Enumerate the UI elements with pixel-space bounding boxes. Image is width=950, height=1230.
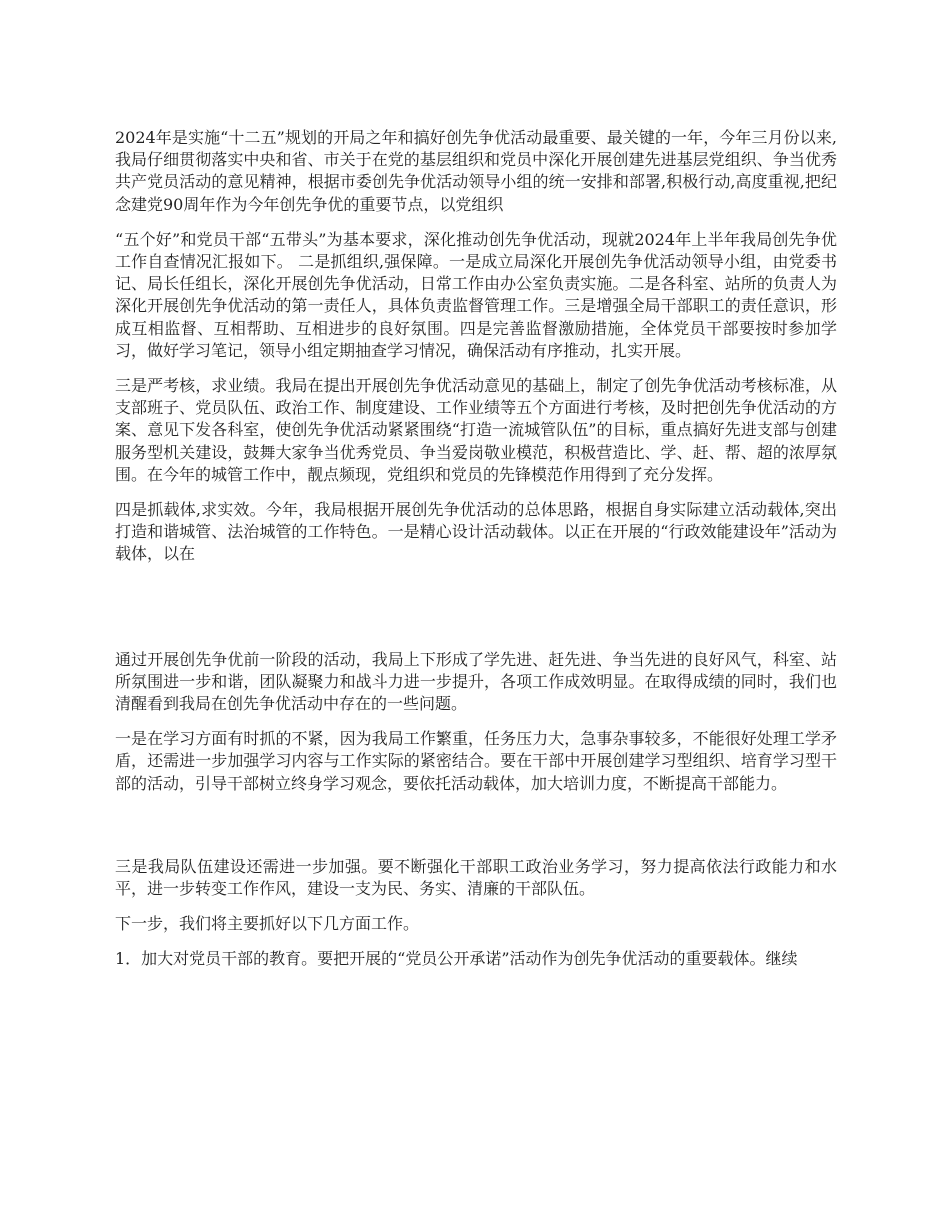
- document-body: [115, 127, 837, 984]
- paragraph-problem-team: 三是我局队伍建设还需进一步加强。要不断强化干部职工政治业务学习，努力提高依法行政能力和水平，进一步转变工作作风，建设一支为民、务实、清廉的干部队伍。: [115, 856, 837, 899]
- paragraph-carrier: 四是抓载体,求实效。今年，我局根据开展创先争优活动的总体思路，根据自身实际建立活动载体,突出打造和谐城管、法治城管的工作特色。一是精心设计活动载体。以正在开展的“行政效能建设年”活动为载体，以在: [115, 500, 837, 564]
- paragraph-assessment: 三是严考核，求业绩。我局在提出开展创先争优活动意见的基础上，制定了创先争优活动考核标准，从支部班子、党员队伍、政治工作、制度建设、工作业绩等五个方面进行考核，及时把创先争优活动的方案、意见下发各科室，使创先争优活动紧紧围绕“打造一流城管队伍”的目标，重点搞好先进支部与创建服务型机关建设，鼓舞大家争当优秀党员、争当爱岗敬业模范，积极营造比、学、赶、帮、超的浓厚氛围。在今年的城管工作中，靓点频现，党组织和党员的先锋模范作用得到了充分发挥。: [115, 376, 837, 484]
- paragraph-results: 通过开展创先争优前一阶段的活动，我局上下形成了学先进、赶先进、争当先进的良好风气，科室、站所氛围进一步和谐，团队凝聚力和战斗力进一步提升，各项工作成效明显。在取得成绩的同时，我们也清醒看到我局在创先争优活动中存在的一些问题。: [115, 649, 837, 714]
- paragraph-problem-study: 一是在学习方面有时抓的不紧，因为我局工作繁重，任务压力大，急事杂事较多，不能很好处理工学矛盾，还需进一步加强学习内容与工作实际的紧密结合。要在干部中开展创建学习型组织、培育学习型干部的活动，引导干部树立终身学习观念，要依托活动载体，加大培训力度，不断提高干部能力。: [115, 729, 837, 793]
- paragraph-item-1: 1．加大对党员干部的教育。要把开展的“党员公开承诺”活动作为创先争优活动的重要载体。继续: [115, 949, 798, 969]
- blank-gap: [115, 579, 837, 649]
- blank-gap: [115, 808, 837, 856]
- paragraph-organization: “五个好”和党员干部“五带头”为基本要求，深化推动创先争优活动，现就2024年上半年我局创先争优工作自查情况汇报如下。 二是抓组织,强保障。一是成立局深化开展创先争优活动领导小组，由党委书记、局长任组长，深化开展创先争优活动，日常工作由办公室负责实施。二是各科室、站所的负责人为深化开展创先争优活动的第一责任人，具体负责监督管理工作。三是增强全局干部职工的责任意识，形成互相监督、互相帮助、互相进步的良好氛围。四是完善监督激励措施，全体党员干部要按时参加学习，做好学习笔记，领导小组定期抽查学习情况，确保活动有序推动，扎实开展。: [115, 229, 837, 360]
- paragraph-intro: 2024年是实施“十二五”规划的开局之年和搞好创先争优活动最重要、最关键的一年，今年三月份以来,我局仔细贯彻落实中央和省、市关于在党的基层组织和党员中深化开展创建先进基层党组织、争当优秀共产党员活动的意见精神，根据市委创先争优活动领导小组的统一安排和部署,积极行动,高度重视,把纪念建党90周年作为今年创先争优的重要节点，以党组织: [115, 128, 837, 214]
- paragraph-next-steps: 下一步，我们将主要抓好以下几方面工作。: [115, 914, 420, 934]
